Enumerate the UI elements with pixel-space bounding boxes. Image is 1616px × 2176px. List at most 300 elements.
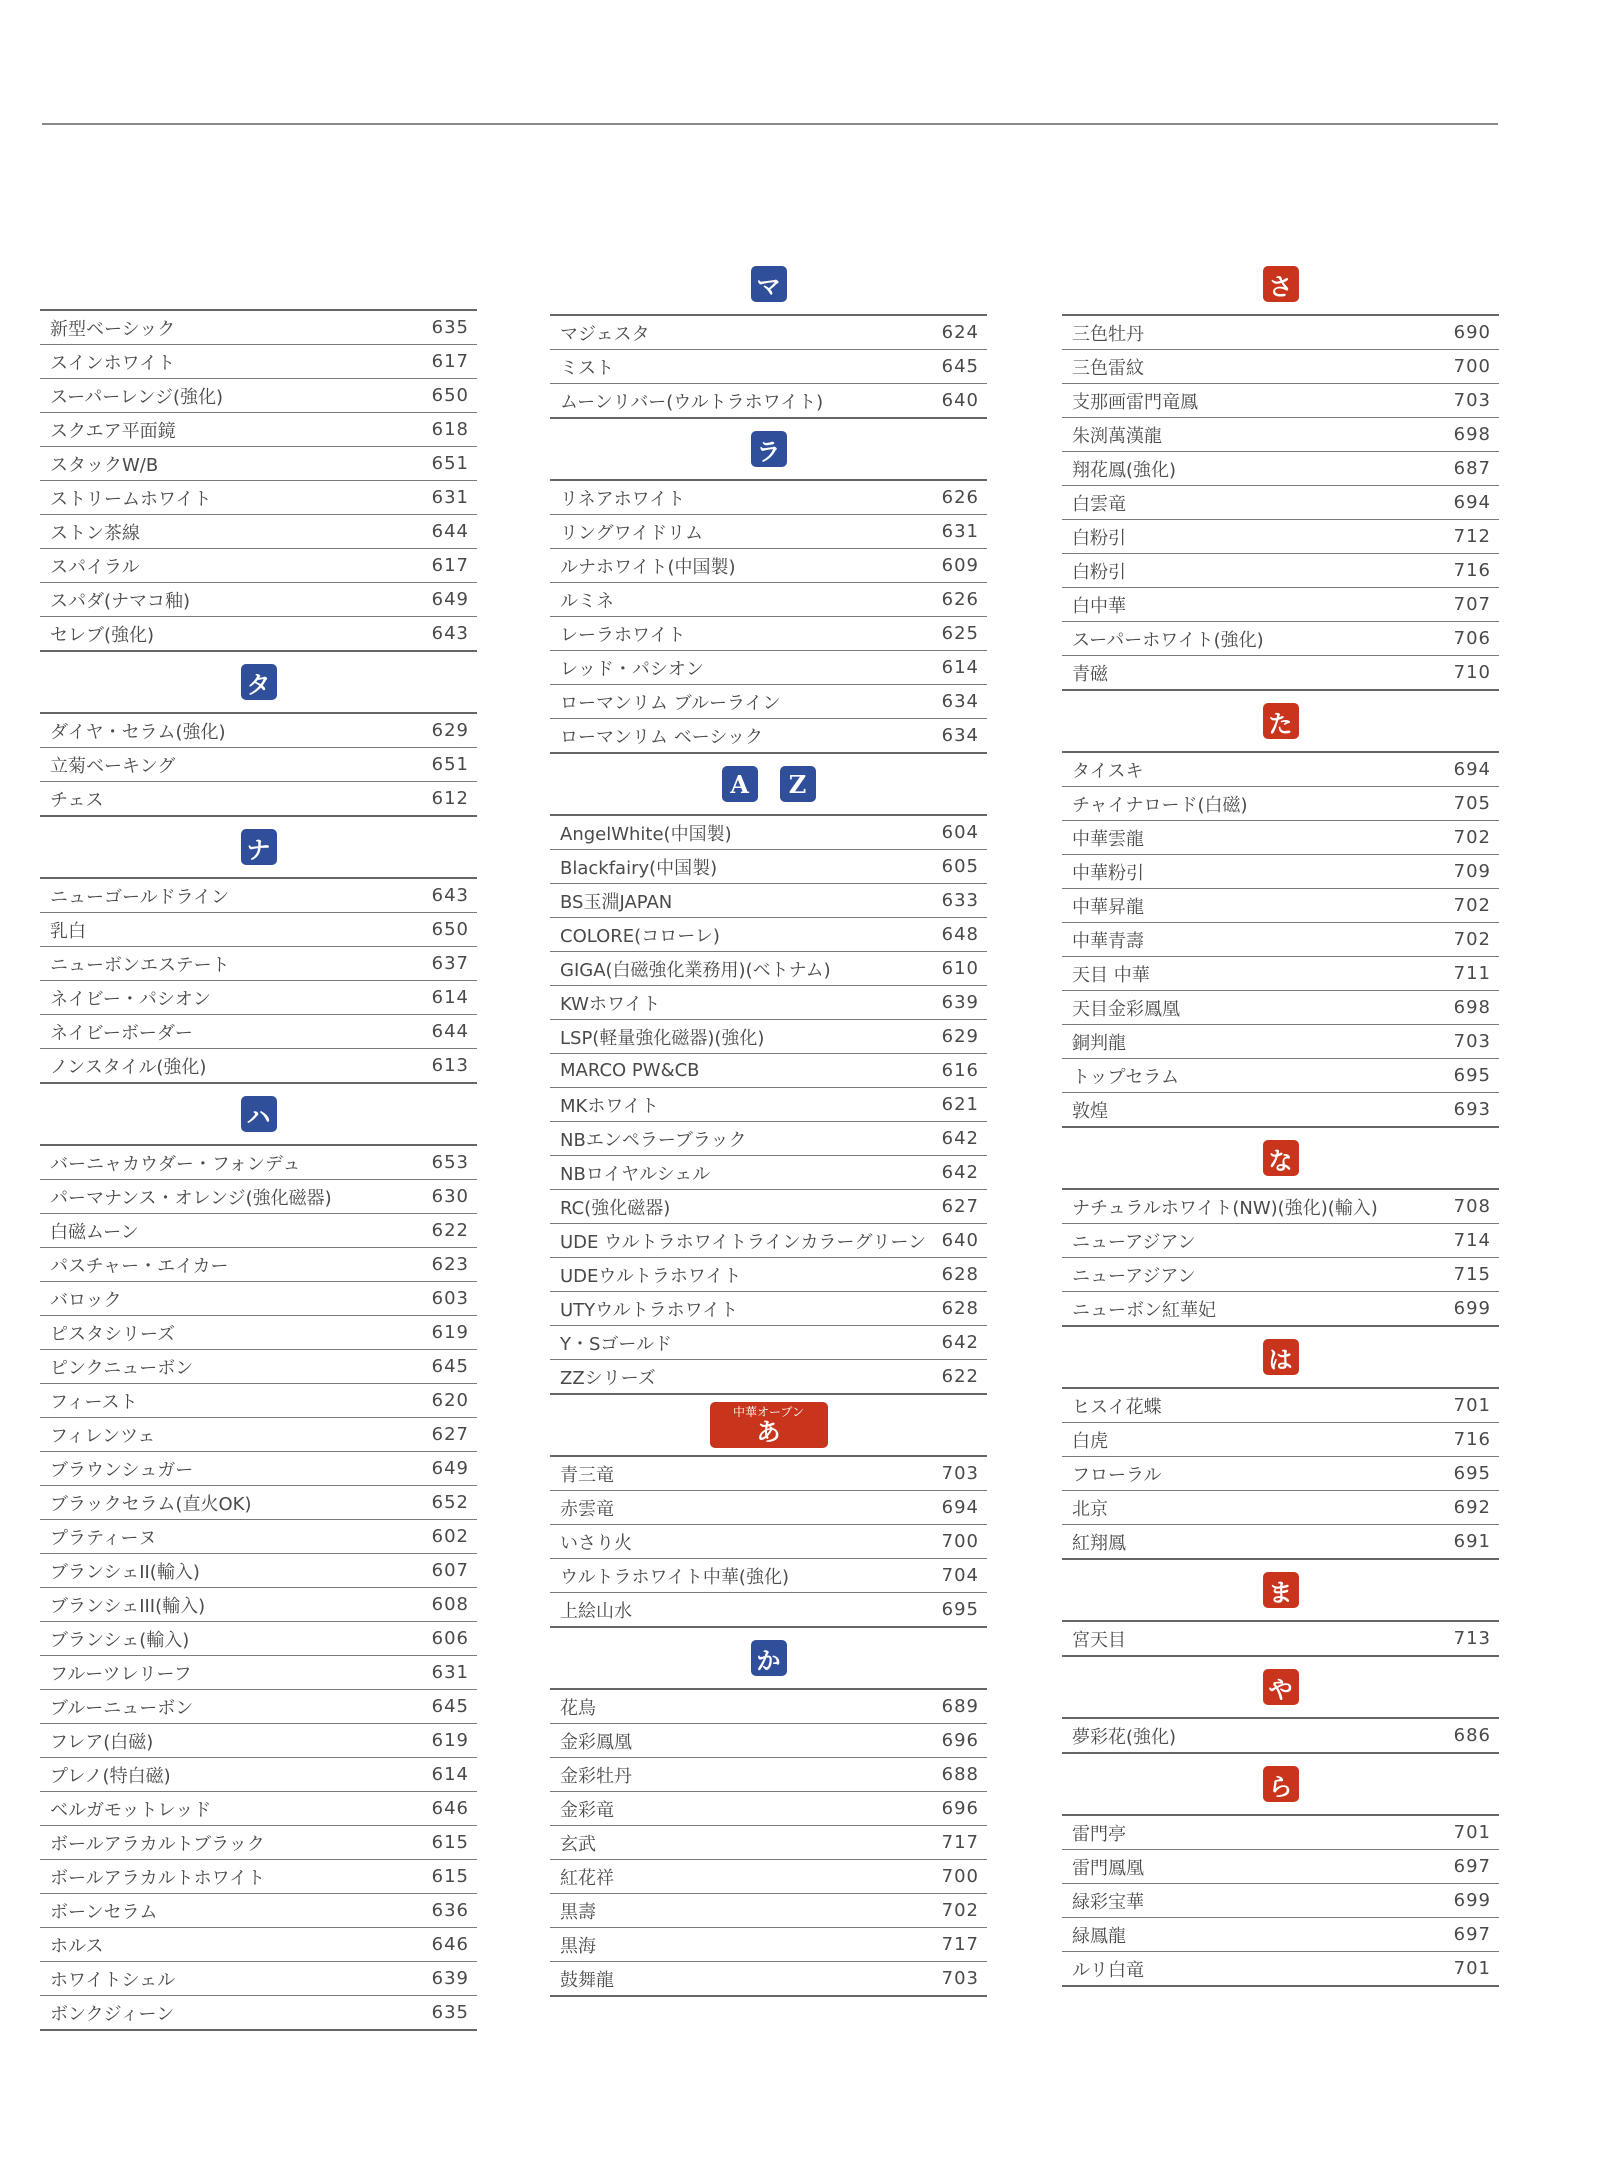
index-row — [550, 316, 987, 350]
item-name: ウルトラホワイト中華(強化) — [560, 1566, 789, 1588]
item-name: 雷門鳳凰 — [1072, 1857, 1144, 1879]
item-page-number: 617 — [431, 351, 469, 372]
index-row — [550, 816, 987, 850]
index-row — [1062, 1525, 1499, 1558]
section-badge: Z — [780, 766, 816, 802]
item-name: 玄武 — [560, 1833, 596, 1855]
index-row — [1062, 1816, 1499, 1850]
item-page-number: 696 — [941, 1798, 979, 1819]
item-name: UDE ウルトラホワイトラインカラーグリーン — [560, 1231, 927, 1253]
index-row — [40, 748, 477, 782]
index-row — [40, 1049, 477, 1082]
index-list — [550, 814, 987, 1395]
item-name: タイスキ — [1072, 760, 1144, 782]
section-header — [1062, 1657, 1499, 1717]
item-name: ベルガモットレッド — [50, 1799, 212, 1821]
item-page-number: 642 — [941, 1162, 979, 1183]
item-page-number: 635 — [431, 2002, 469, 2023]
item-page-number: 633 — [941, 890, 979, 911]
index-row — [550, 952, 987, 986]
index-row — [550, 1962, 987, 1995]
index-row — [1062, 1952, 1499, 1985]
item-name: ルナホワイト(中国製) — [560, 556, 736, 578]
index-row — [1062, 554, 1499, 588]
item-page-number: 648 — [941, 924, 979, 945]
index-row — [40, 1826, 477, 1860]
index-row — [40, 413, 477, 447]
section-header — [550, 254, 987, 314]
item-page-number: 649 — [431, 1458, 469, 1479]
item-page-number: 703 — [1453, 390, 1491, 411]
item-name: 朱渕萬漢龍 — [1072, 425, 1162, 447]
index-row — [40, 1486, 477, 1520]
item-page-number: 696 — [941, 1730, 979, 1751]
item-name: 白雲竜 — [1072, 493, 1126, 515]
item-page-number: 649 — [431, 589, 469, 610]
item-page-number: 707 — [1453, 594, 1491, 615]
item-page-number: 618 — [431, 419, 469, 440]
index-row — [40, 311, 477, 345]
item-name: 金彩鳳凰 — [560, 1731, 632, 1753]
item-name: ブランシェIII(輸入) — [50, 1595, 206, 1617]
item-name: LSP(軽量強化磁器)(強化) — [560, 1027, 765, 1049]
item-page-number: 703 — [941, 1463, 979, 1484]
item-page-number: 693 — [1453, 1099, 1491, 1120]
item-name: セレブ(強化) — [50, 624, 155, 646]
index-row — [40, 1452, 477, 1486]
index-list — [1062, 1814, 1499, 1987]
item-name: BS玉淵JAPAN — [560, 891, 673, 913]
item-page-number: 686 — [1453, 1725, 1491, 1746]
item-name: ローマンリム ブルーライン — [560, 692, 781, 714]
item-name: ネイビー・パシオン — [50, 988, 211, 1010]
item-name: 上絵山水 — [560, 1600, 632, 1622]
index-row — [550, 1224, 987, 1258]
item-page-number: 615 — [431, 1866, 469, 1887]
index-row — [550, 1792, 987, 1826]
item-page-number: 645 — [431, 1356, 469, 1377]
item-name: パーマナンス・オレンジ(強化磁器) — [50, 1187, 332, 1209]
item-page-number: 700 — [941, 1866, 979, 1887]
item-page-number: 645 — [941, 356, 979, 377]
item-name: 北京 — [1072, 1498, 1108, 1520]
index-row — [1062, 520, 1499, 554]
index-row — [550, 1360, 987, 1393]
index-row — [550, 1292, 987, 1326]
section-header — [40, 1084, 477, 1144]
item-name: 新型ベーシック — [50, 318, 176, 340]
index-row — [1062, 1292, 1499, 1325]
index-row — [40, 1792, 477, 1826]
item-page-number: 620 — [431, 1390, 469, 1411]
index-row — [1062, 1423, 1499, 1457]
index-row — [40, 379, 477, 413]
item-page-number: 653 — [431, 1152, 469, 1173]
item-page-number: 701 — [1453, 1395, 1491, 1416]
section-header — [1062, 691, 1499, 751]
item-page-number: 627 — [431, 1424, 469, 1445]
item-name: マジェスタ — [560, 323, 650, 345]
item-page-number: 652 — [431, 1492, 469, 1513]
index-row — [550, 850, 987, 884]
index-row — [550, 1122, 987, 1156]
index-list — [550, 479, 987, 754]
item-name: AngelWhite(中国製) — [560, 823, 732, 845]
item-page-number: 710 — [1453, 662, 1491, 683]
index-list — [40, 1144, 477, 2031]
index-row — [40, 714, 477, 748]
item-name: リングワイドリム — [560, 522, 704, 544]
item-name: 白虎 — [1072, 1430, 1108, 1452]
item-page-number: 702 — [1453, 929, 1491, 950]
item-name: スーパーレンジ(強化) — [50, 386, 223, 408]
index-row — [1062, 821, 1499, 855]
item-page-number: 650 — [431, 919, 469, 940]
index-row — [1062, 1850, 1499, 1884]
item-name: UDEウルトラホワイト — [560, 1265, 742, 1287]
item-name: ノンスタイル(強化) — [50, 1056, 207, 1078]
item-page-number: 635 — [431, 317, 469, 338]
item-name: ボーンセラム — [50, 1901, 158, 1923]
index-row — [1062, 957, 1499, 991]
item-name: NBエンペラーブラック — [560, 1129, 747, 1151]
item-page-number: 697 — [1453, 1856, 1491, 1877]
item-page-number: 640 — [941, 390, 979, 411]
index-row — [550, 1457, 987, 1491]
index-row — [550, 986, 987, 1020]
item-name: Blackfairy(中国製) — [560, 857, 718, 879]
item-name: ニューボン紅華妃 — [1072, 1299, 1216, 1321]
item-page-number: 644 — [431, 1021, 469, 1042]
item-page-number: 631 — [431, 1662, 469, 1683]
index-row — [1062, 1025, 1499, 1059]
item-page-number: 608 — [431, 1594, 469, 1615]
item-name: ボールアラカルトホワイト — [50, 1867, 266, 1889]
index-row — [40, 549, 477, 583]
index-row — [40, 345, 477, 379]
item-name: 中華青壽 — [1072, 930, 1144, 952]
item-name: 黒海 — [560, 1935, 596, 1957]
item-name: 白粉引 — [1072, 527, 1126, 549]
item-name: チャイナロード(白磁) — [1072, 794, 1248, 816]
item-page-number: 612 — [431, 788, 469, 809]
item-page-number: 634 — [941, 725, 979, 746]
index-row — [550, 1724, 987, 1758]
item-name: ダイヤ・セラム(強化) — [50, 721, 226, 743]
item-page-number: 695 — [1453, 1463, 1491, 1484]
index-row — [1062, 1491, 1499, 1525]
item-name: トップセラム — [1072, 1066, 1180, 1088]
item-page-number: 651 — [431, 453, 469, 474]
item-page-number: 644 — [431, 521, 469, 542]
item-name: 紅翔鳳 — [1072, 1532, 1126, 1554]
index-row — [1062, 350, 1499, 384]
index-list — [40, 712, 477, 817]
item-name: 宮天目 — [1072, 1629, 1126, 1651]
item-page-number: 702 — [941, 1900, 979, 1921]
index-row — [1062, 1389, 1499, 1423]
item-name: レッド・パシオン — [560, 658, 704, 680]
index-row — [40, 1758, 477, 1792]
top-rule — [42, 123, 1498, 125]
index-row — [1062, 1457, 1499, 1491]
item-page-number: 715 — [1453, 1264, 1491, 1285]
index-row — [40, 1214, 477, 1248]
item-page-number: 692 — [1453, 1497, 1491, 1518]
item-page-number: 628 — [941, 1264, 979, 1285]
item-name: 翔花鳳(強化) — [1072, 459, 1177, 481]
item-name: 赤雲竜 — [560, 1498, 614, 1520]
item-name: ニューゴールドライン — [50, 886, 230, 908]
item-page-number: 627 — [941, 1196, 979, 1217]
item-name: ニューボンエステート — [50, 954, 230, 976]
index-list — [1062, 1188, 1499, 1327]
item-page-number: 613 — [431, 1055, 469, 1076]
index-row — [550, 1860, 987, 1894]
item-name: スパイラル — [50, 556, 140, 578]
index-row — [550, 1690, 987, 1724]
item-name: フルーツレリーフ — [50, 1663, 192, 1685]
item-page-number: 604 — [941, 822, 979, 843]
index-row — [40, 913, 477, 947]
item-name: 銅判龍 — [1072, 1032, 1126, 1054]
section-header — [40, 652, 477, 712]
item-page-number: 625 — [941, 623, 979, 644]
item-name: ZZシリーズ — [560, 1367, 656, 1389]
item-name: GIGA(白磁強化業務用)(ベトナム) — [560, 959, 831, 981]
item-page-number: 631 — [941, 521, 979, 542]
index-column-2 — [550, 254, 987, 1997]
item-page-number: 639 — [941, 992, 979, 1013]
section-header — [550, 1395, 987, 1455]
index-list — [1062, 1387, 1499, 1560]
item-page-number: 623 — [431, 1254, 469, 1275]
index-column-3 — [1062, 254, 1499, 1987]
item-page-number: 636 — [431, 1900, 469, 1921]
item-name: フィースト — [50, 1391, 138, 1413]
item-name: 白中華 — [1072, 595, 1126, 617]
index-row — [550, 1326, 987, 1360]
item-name: 天目金彩鳳凰 — [1072, 998, 1180, 1020]
item-page-number: 708 — [1453, 1196, 1491, 1217]
section-header — [1062, 1754, 1499, 1814]
index-row — [1062, 855, 1499, 889]
section-badge: は — [1263, 1339, 1299, 1375]
index-row — [40, 1588, 477, 1622]
item-page-number: 639 — [431, 1968, 469, 1989]
index-row — [40, 981, 477, 1015]
item-name: ブランシェ(輸入) — [50, 1629, 190, 1651]
item-page-number: 694 — [941, 1497, 979, 1518]
index-row — [550, 481, 987, 515]
item-name: 立菊ベーキング — [50, 755, 176, 777]
index-row — [1062, 1719, 1499, 1752]
index-row — [550, 1190, 987, 1224]
index-row — [1062, 316, 1499, 350]
index-row — [550, 549, 987, 583]
index-row — [550, 1758, 987, 1792]
item-page-number: 717 — [941, 1832, 979, 1853]
item-page-number: 702 — [1453, 895, 1491, 916]
item-page-number: 602 — [431, 1526, 469, 1547]
item-name: 緑鳳龍 — [1072, 1925, 1126, 1947]
index-row — [1062, 384, 1499, 418]
item-name: フレア(白磁) — [50, 1731, 154, 1753]
section-badge-label: あ — [756, 1417, 781, 1446]
item-page-number: 622 — [941, 1366, 979, 1387]
item-name: ミスト — [560, 357, 614, 379]
item-name: ボールアラカルトブラック — [50, 1833, 265, 1855]
index-row — [40, 515, 477, 549]
item-page-number: 637 — [431, 953, 469, 974]
item-page-number: 607 — [431, 1560, 469, 1581]
item-name: 中華粉引 — [1072, 862, 1144, 884]
index-row — [1062, 1093, 1499, 1126]
item-page-number: 643 — [431, 623, 469, 644]
item-name: 青三竜 — [560, 1464, 614, 1486]
item-page-number: 642 — [941, 1128, 979, 1149]
index-row — [40, 947, 477, 981]
item-name: フローラル — [1072, 1464, 1162, 1486]
index-row — [40, 782, 477, 815]
item-name: ボンクジィーン — [50, 2003, 175, 2025]
item-name: パスチャー・エイカー — [50, 1255, 229, 1277]
item-page-number: 629 — [431, 720, 469, 741]
index-row — [550, 651, 987, 685]
item-name: ピンクニューボン — [50, 1357, 194, 1379]
index-row — [550, 1258, 987, 1292]
item-name: ブラウンシュガー — [50, 1459, 194, 1481]
index-row — [40, 1656, 477, 1690]
index-row — [550, 884, 987, 918]
item-page-number: 700 — [941, 1531, 979, 1552]
index-row — [40, 1418, 477, 1452]
item-name: スタックW/B — [50, 454, 159, 476]
index-row — [40, 1554, 477, 1588]
item-page-number: 704 — [941, 1565, 979, 1586]
item-name: 支那画雷門竜鳳 — [1072, 391, 1198, 413]
item-page-number: 642 — [941, 1332, 979, 1353]
item-name: ムーンリバー(ウルトラホワイト) — [560, 391, 824, 413]
item-page-number: 614 — [431, 1764, 469, 1785]
item-page-number: 699 — [1453, 1890, 1491, 1911]
item-name: 鼓舞龍 — [560, 1969, 614, 1991]
item-name: 黒壽 — [560, 1901, 596, 1923]
index-list — [1062, 1717, 1499, 1754]
index-row — [1062, 1258, 1499, 1292]
item-page-number: 691 — [1453, 1531, 1491, 1552]
item-name: COLORE(コローレ) — [560, 925, 720, 947]
index-column-1 — [40, 309, 477, 2031]
section-badge: た — [1263, 703, 1299, 739]
item-name: ルミネ — [560, 590, 614, 612]
index-row — [550, 1088, 987, 1122]
item-name: ナチュラルホワイト(NW)(強化)(輸入) — [1072, 1197, 1378, 1219]
item-name: プラティーヌ — [50, 1527, 157, 1549]
index-row — [550, 1020, 987, 1054]
item-name: 敦煌 — [1072, 1100, 1108, 1122]
index-row — [550, 1525, 987, 1559]
item-page-number: 717 — [941, 1934, 979, 1955]
index-row — [40, 1248, 477, 1282]
item-page-number: 695 — [1453, 1065, 1491, 1086]
item-page-number: 643 — [431, 885, 469, 906]
item-page-number: 703 — [941, 1968, 979, 1989]
item-page-number: 606 — [431, 1628, 469, 1649]
index-row — [1062, 991, 1499, 1025]
item-name: KWホワイト — [560, 993, 661, 1015]
item-name: MKホワイト — [560, 1095, 659, 1117]
section-badge: さ — [1263, 266, 1299, 302]
index-list — [550, 1455, 987, 1628]
index-row — [40, 1724, 477, 1758]
index-list — [550, 1688, 987, 1997]
index-row — [40, 1622, 477, 1656]
section-header — [1062, 1327, 1499, 1387]
item-name: スパダ(ナマコ釉) — [50, 590, 191, 612]
index-row — [1062, 1190, 1499, 1224]
item-name: リネアホワイト — [560, 488, 686, 510]
index-row — [40, 1316, 477, 1350]
item-page-number: 701 — [1453, 1822, 1491, 1843]
index-list — [40, 877, 477, 1084]
item-name: バーニャカウダー・フォンデュ — [50, 1153, 301, 1175]
index-row — [40, 1894, 477, 1928]
item-page-number: 688 — [941, 1764, 979, 1785]
index-row — [550, 918, 987, 952]
item-page-number: 605 — [941, 856, 979, 877]
item-name: 中華昇龍 — [1072, 896, 1144, 918]
index-row — [40, 481, 477, 515]
item-page-number: 694 — [1453, 759, 1491, 780]
index-row — [40, 1520, 477, 1554]
index-row — [550, 685, 987, 719]
index-row — [1062, 1224, 1499, 1258]
index-row — [1062, 622, 1499, 656]
item-page-number: 603 — [431, 1288, 469, 1309]
item-page-number: 631 — [431, 487, 469, 508]
section-header — [40, 817, 477, 877]
item-page-number: 626 — [941, 589, 979, 610]
section-badge: か — [751, 1640, 787, 1676]
index-list — [550, 314, 987, 419]
section-badge: マ — [751, 266, 787, 302]
item-name: ブラックセラム(直火OK) — [50, 1493, 252, 1515]
item-name: 雷門亭 — [1072, 1823, 1126, 1845]
item-page-number: 697 — [1453, 1924, 1491, 1945]
item-page-number: 709 — [1453, 861, 1491, 882]
section-badge: や — [1263, 1669, 1299, 1705]
index-row — [550, 1894, 987, 1928]
index-row — [1062, 1622, 1499, 1655]
item-name: ピスタシリーズ — [50, 1323, 176, 1345]
item-page-number: 629 — [941, 1026, 979, 1047]
item-page-number: 651 — [431, 754, 469, 775]
index-row — [40, 1928, 477, 1962]
item-name: 乳白 — [50, 920, 86, 942]
index-row — [550, 384, 987, 417]
index-row — [1062, 452, 1499, 486]
item-page-number: 705 — [1453, 793, 1491, 814]
index-row — [40, 1384, 477, 1418]
item-page-number: 626 — [941, 487, 979, 508]
index-row — [550, 1156, 987, 1190]
item-page-number: 609 — [941, 555, 979, 576]
item-name: 三色雷紋 — [1072, 357, 1144, 379]
index-row — [1062, 588, 1499, 622]
item-page-number: 616 — [941, 1060, 979, 1081]
item-name: 三色牡丹 — [1072, 323, 1144, 345]
